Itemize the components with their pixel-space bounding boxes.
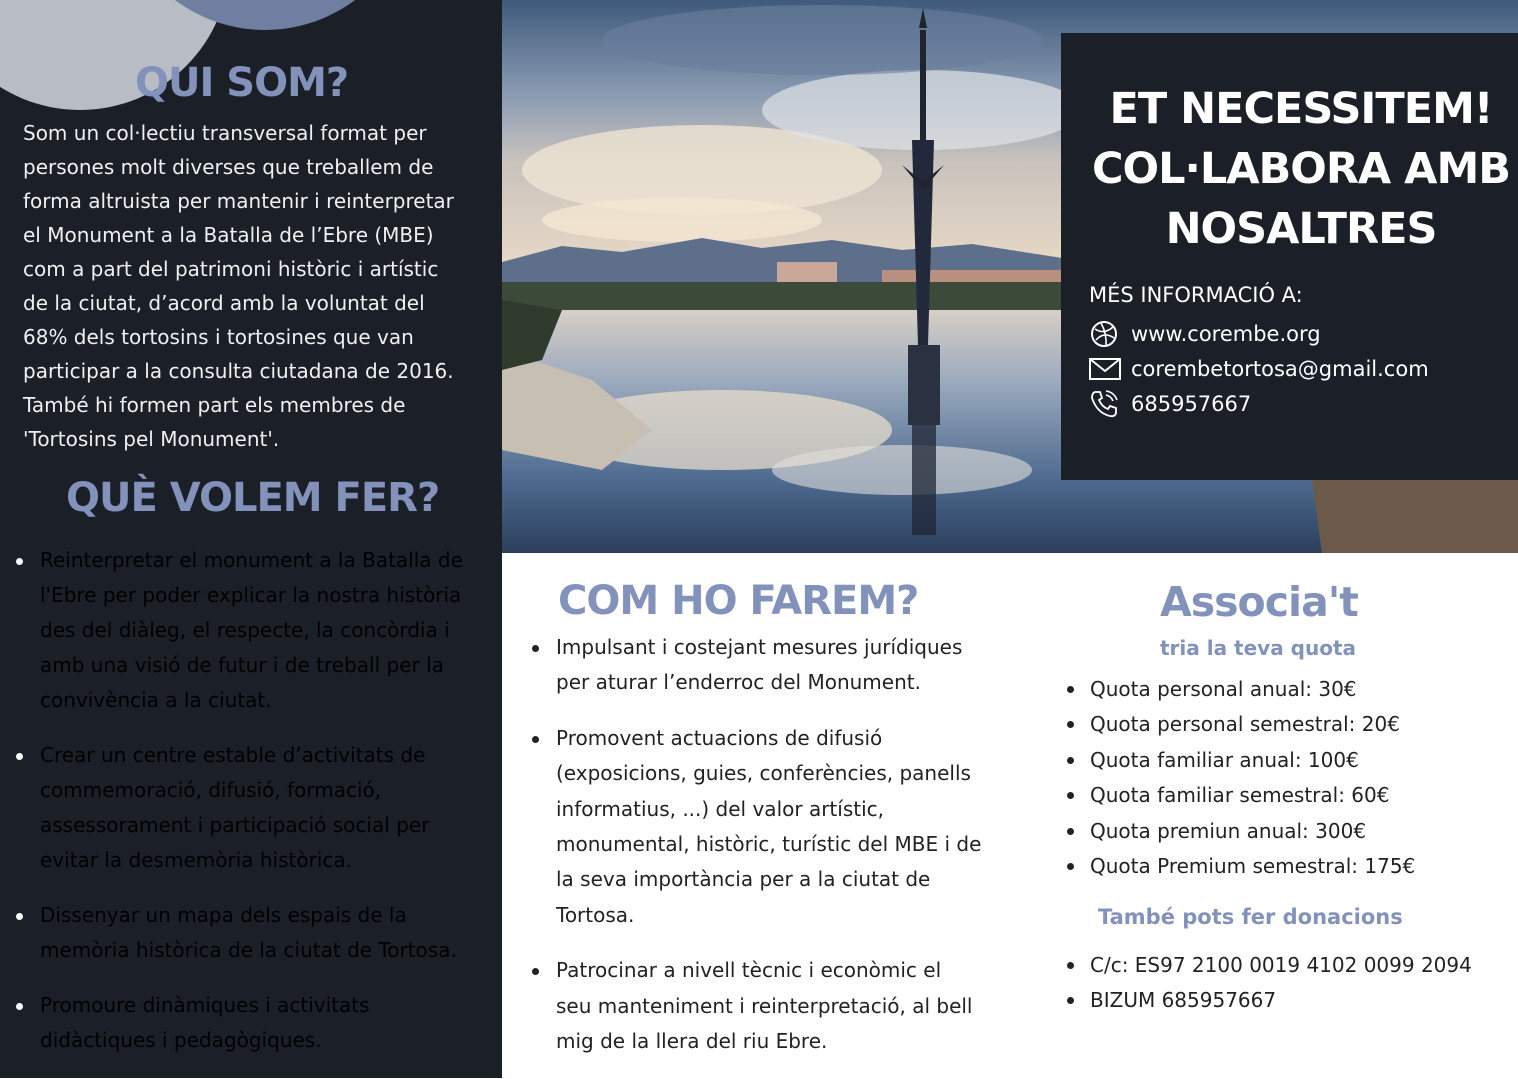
item-line: evitar la desmemòria històrica.	[40, 848, 352, 872]
fee-item: Quota familiar semestral: 60€	[1090, 778, 1415, 813]
item-line: amb una visió de futur i de treball per la	[40, 653, 444, 677]
paragraph-line: participar a la consulta ciutadana de 2016.	[23, 359, 454, 383]
paragraph-line: Som un col·lectiu transversal format per	[23, 121, 427, 145]
qui-som-heading: QUI SOM?	[135, 60, 349, 106]
item-line: Crear un centre estable d’activitats de	[40, 743, 426, 767]
paragraph-line: forma altruista per mantenir i reinterpretar	[23, 189, 454, 213]
item-line: mig de la llera del riu Ebre.	[556, 1029, 828, 1054]
item-line: la seva importància per a la ciutat de	[556, 867, 931, 892]
item-line: des del diàleg, el respecte, la concòrdia i	[40, 618, 450, 642]
list-item	[40, 738, 502, 878]
list-item	[40, 543, 502, 718]
item-line: seu manteniment i reinterpretació, al bell	[556, 993, 973, 1018]
paragraph-line: També hi formen part els membres de	[23, 393, 406, 417]
info-title-line: NOSALTRES	[1165, 204, 1437, 254]
associat-subtitle: tria la teva quota	[1160, 636, 1357, 660]
item-line: convivència a la ciutat.	[40, 688, 272, 712]
item-line: memòria històrica de la ciutat de Tortosa.	[40, 938, 457, 962]
paragraph-line: 68% dels tortosins i tortosines que van	[23, 325, 414, 349]
associat-heading: Associa't	[1160, 578, 1358, 626]
info-box	[1061, 33, 1518, 480]
phone-number[interactable]: 685957667	[1131, 392, 1252, 416]
more-info-label: MÉS INFORMACIÓ A:	[1089, 283, 1303, 307]
item-line: didàctiques i pedagògiques.	[40, 1028, 322, 1052]
email-link[interactable]: corembetortosa@gmail.com	[1131, 357, 1429, 381]
item-line: monumental, històric, turístic del MBE i de	[556, 832, 982, 857]
website-link[interactable]: www.corembe.org	[1131, 322, 1321, 346]
phone-row[interactable]	[1089, 387, 1251, 421]
fee-list	[1090, 672, 1415, 884]
info-title-line: COL·LABORA AMB	[1091, 144, 1511, 194]
list-item	[556, 953, 1026, 1059]
list-item	[556, 721, 1026, 933]
que-volem-fer-heading: QUÈ VOLEM FER?	[66, 475, 440, 521]
list-item	[40, 988, 502, 1058]
que-volem-fer-list	[40, 543, 502, 1078]
info-title-line: ET NECESSITEM!	[1109, 84, 1493, 134]
bizum-number: BIZUM 685957667	[1090, 983, 1472, 1018]
item-line: l'Ebre per poder explicar la nostra història	[40, 583, 462, 607]
fee-item: Quota Premium semestral: 175€	[1090, 849, 1415, 884]
item-line: informatius, ...) del valor artístic,	[556, 796, 884, 821]
item-line: Promovent actuacions de difusió	[556, 725, 883, 750]
item-line: Reinterpretar el monument a la Batalla de	[40, 548, 463, 572]
donations-heading: També pots fer donacions	[1098, 905, 1403, 929]
email-row[interactable]	[1089, 352, 1429, 386]
qui-som-paragraph	[23, 116, 493, 456]
info-title	[1061, 79, 1518, 259]
fee-item: Quota premiun anual: 300€	[1090, 814, 1415, 849]
paragraph-line: el Monument a la Batalla de l’Ebre (MBE)	[23, 223, 434, 247]
item-line: Dissenyar un mapa dels espais de la	[40, 903, 407, 927]
paragraph-line: persones molt diverses que treballem de	[23, 155, 434, 179]
phone-icon	[1089, 389, 1121, 419]
list-item	[556, 630, 1026, 701]
com-ho-farem-list	[556, 630, 1026, 1079]
item-line: per aturar l’enderroc del Monument.	[556, 670, 921, 695]
item-line: (exposicions, guies, conferències, panells	[556, 761, 971, 786]
fee-item: Quota personal anual: 30€	[1090, 672, 1415, 707]
item-line: assessorament i participació social per	[40, 813, 430, 837]
paragraph-line: com a part del patrimoni històric i artístic	[23, 257, 439, 281]
item-line: Tortosa.	[556, 902, 635, 927]
paragraph-line: de la ciutat, d’acord amb la voluntat del	[23, 291, 425, 315]
website-row[interactable]	[1089, 317, 1321, 351]
bank-account: C/c: ES97 2100 0019 4102 0099 2094	[1090, 948, 1472, 983]
globe-icon	[1089, 319, 1121, 349]
com-ho-farem-heading: COM HO FAREM?	[558, 578, 919, 624]
mail-icon	[1089, 354, 1121, 384]
fee-item: Quota familiar anual: 100€	[1090, 743, 1415, 778]
list-item	[40, 898, 502, 968]
item-line: commemoració, difusió, formació,	[40, 778, 382, 802]
item-line: Impulsant i costejant mesures jurídiques	[556, 635, 963, 659]
fee-item: Quota personal semestral: 20€	[1090, 707, 1415, 742]
paragraph-line: 'Tortosins pel Monument'.	[23, 427, 280, 451]
bank-list	[1090, 948, 1472, 1019]
item-line: Patrocinar a nivell tècnic i econòmic el	[556, 958, 942, 983]
item-line: Promoure dinàmiques i activitats	[40, 993, 370, 1017]
